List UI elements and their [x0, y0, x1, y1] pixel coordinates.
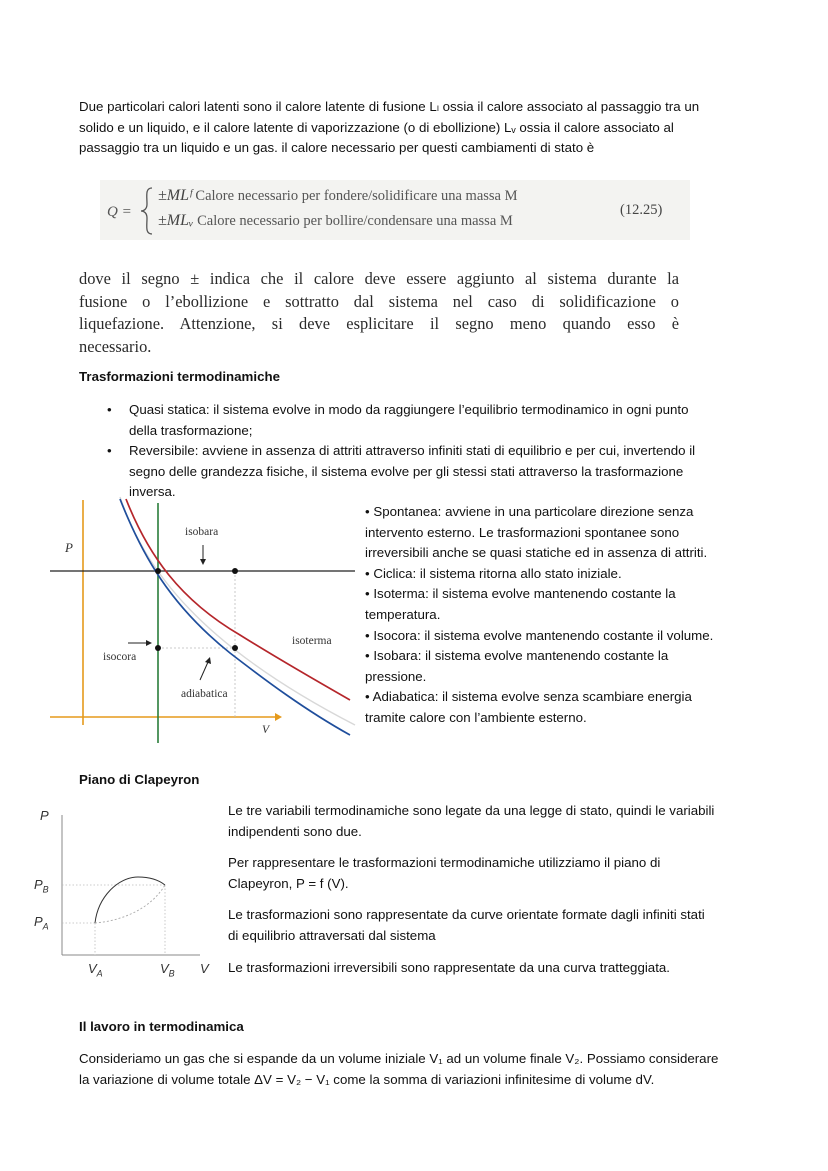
- vb-sub: B: [168, 968, 175, 979]
- clapeyron-v-label: V: [200, 961, 209, 976]
- isocora-arrow-head: [146, 640, 152, 646]
- va-text: V: [88, 961, 97, 976]
- formula-term-fusion: ±MLᶠ: [158, 187, 192, 204]
- clapeyron-line: Per rappresentare le trasformazioni termodinamiche utilizziamo il piano di: [228, 855, 661, 871]
- sign-note-line: liquefazione. Attenzione, si deve esplicitare il segno meno quando esso è: [79, 314, 679, 334]
- intro-line: passaggio tra un liquido e un gas. il calore necessario per questi cambiamenti di stato è: [79, 140, 595, 156]
- clapeyron-p-label: P: [40, 808, 49, 823]
- v-axis-arrow: [275, 713, 282, 721]
- section-title-clapeyron: Piano di Clapeyron: [79, 772, 200, 787]
- bullet-text: inversa.: [129, 484, 176, 500]
- pa-text: P: [34, 914, 43, 929]
- isoterma-curve: [126, 499, 350, 700]
- fig1-v-label: V: [262, 724, 270, 736]
- sign-note-line: dove il segno ± indica che il calore deve essere aggiunto al sistema durante la: [79, 269, 679, 288]
- side-list-line: pressione.: [365, 668, 427, 684]
- state-point: [155, 645, 161, 651]
- clapeyron-line: Le tre variabili termodinamiche sono legate da una legge di stato, quindi le variabili: [228, 803, 715, 818]
- state-point: [232, 568, 238, 574]
- clapeyron-pb-label: [34, 877, 49, 895]
- side-list-line: • Adiabatica: il sistema evolve senza scambiare energia: [365, 689, 692, 705]
- bullet-list: [107, 400, 749, 503]
- formula-text-fusion: Calore necessario per fondere/solidificare una massa M: [195, 188, 518, 204]
- clapeyron-text: [228, 801, 788, 978]
- adiabatica-arrow-head: [205, 657, 211, 664]
- reversible-curve: [95, 877, 165, 923]
- side-list-line: irreversibili anche se quasi statiche ed in assenza di attriti.: [365, 545, 708, 561]
- isocora-label: isocora: [103, 651, 137, 663]
- bullet-text: Quasi statica: il sistema evolve in modo da raggiungere l’equilibrio termodinamico in ogni punto: [129, 402, 689, 417]
- side-list-line: • Isobara: il sistema evolve mantenendo costante la: [365, 648, 669, 664]
- intro-line: solido e un liquido, e il calore latente di vaporizzazione (o di ebollizione) Lᵥ ossia il calore associato al: [79, 119, 674, 135]
- state-point: [155, 568, 161, 574]
- clapeyron-vb-label: [160, 961, 175, 979]
- transformations-side-list: [365, 502, 765, 729]
- formula-term-vapor: ±MLᵥ: [158, 212, 194, 229]
- formula-number: (12.25): [620, 202, 663, 218]
- clapeyron-diagram: [50, 805, 220, 975]
- pb-text: P: [34, 877, 43, 892]
- bullet-dot: •: [107, 402, 112, 417]
- side-list-line: • Isoterma: il sistema evolve mantenendo costante la: [365, 586, 676, 602]
- formula-row-2: [158, 212, 513, 230]
- clapeyron-line: Clapeyron, P = f (V).: [228, 875, 349, 891]
- side-list-line: intervento esterno. Le trasformazioni spontanee sono: [365, 524, 680, 540]
- bullet-text: Reversibile: avviene in assenza di attriti attraverso infiniti stati di equilibrio e per cui, invertendo il: [129, 443, 696, 459]
- formula-brace: [140, 186, 154, 236]
- side-list-line: • Isocora: il sistema evolve mantenendo costante il volume.: [365, 627, 714, 643]
- formula-text-vapor: Calore necessario per bollire/condensare una massa M: [197, 213, 513, 229]
- bullet-item-quasi-statica: [107, 400, 749, 441]
- clapeyron-line: indipendenti sono due.: [228, 823, 362, 839]
- section-title-trasformazioni: Trasformazioni termodinamiche: [79, 369, 280, 384]
- adiabatica-label: adiabatica: [181, 688, 228, 700]
- lavoro-line: Consideriamo un gas che si espande da un volume iniziale V₁ ad un volume finale V₂. Possiamo considerare: [79, 1051, 719, 1066]
- clapeyron-line: Le trasformazioni irreversibili sono rappresentate da una curva tratteggiata.: [228, 959, 670, 975]
- bullet-text: della trasformazione;: [129, 422, 253, 438]
- va-sub: A: [96, 968, 103, 979]
- lavoro-paragraph: [79, 1049, 779, 1090]
- state-point: [232, 645, 238, 651]
- irreversible-curve: [95, 885, 165, 923]
- sign-note: [79, 268, 679, 358]
- intro-line: Due particolari calori latenti sono il calore latente di fusione Lₗ ossia il calore associato al passaggio tra un: [79, 99, 700, 114]
- clapeyron-line: Le trasformazioni sono rappresentate da curve orientate formate dagli infiniti stati: [228, 907, 705, 923]
- vb-text: V: [160, 961, 169, 976]
- reference-curve: [120, 497, 355, 725]
- sign-note-line: fusione o l’ebollizione e sottratto dal sistema nel caso di solidificazione o: [79, 291, 679, 311]
- side-list-line: tramite calore con l’ambiente esterno.: [365, 709, 587, 725]
- intro-paragraph: [79, 97, 699, 159]
- bullet-dot: •: [107, 443, 112, 459]
- isoterma-label: isoterma: [292, 635, 332, 647]
- pa-sub: A: [42, 921, 49, 932]
- isobara-label: isobara: [185, 526, 219, 538]
- bullet-item-reversibile: [107, 441, 749, 503]
- bullet-text: segno delle grandezza fisiche, il sistema evolve per gli stessi stati attraverso la trasformazione: [129, 463, 684, 479]
- isobara-arrow-head: [200, 559, 206, 565]
- pb-sub: B: [42, 884, 49, 895]
- clapeyron-va-label: [88, 961, 103, 979]
- clapeyron-line: di equilibrio attraversati dal sistema: [228, 927, 436, 943]
- side-list-line: • Ciclica: il sistema ritorna allo stato iniziale.: [365, 565, 622, 581]
- formula-row-1: [158, 187, 518, 205]
- clapeyron-pa-label: [34, 914, 49, 932]
- sign-note-line: necessario.: [79, 336, 152, 356]
- side-list-line: • Spontanea: avviene in una particolare direzione senza: [365, 504, 694, 519]
- formula-lhs: Q =: [107, 204, 132, 220]
- section-title-lavoro: Il lavoro in termodinamica: [79, 1019, 244, 1034]
- adiabatica-arrow: [200, 662, 208, 680]
- lavoro-line: la variazione di volume totale ΔV = V₂ − V₁ come la somma di variazioni infinitesime di volume dV.: [79, 1071, 655, 1087]
- fig1-p-label: P: [65, 540, 73, 555]
- side-list-line: temperatura.: [365, 606, 441, 622]
